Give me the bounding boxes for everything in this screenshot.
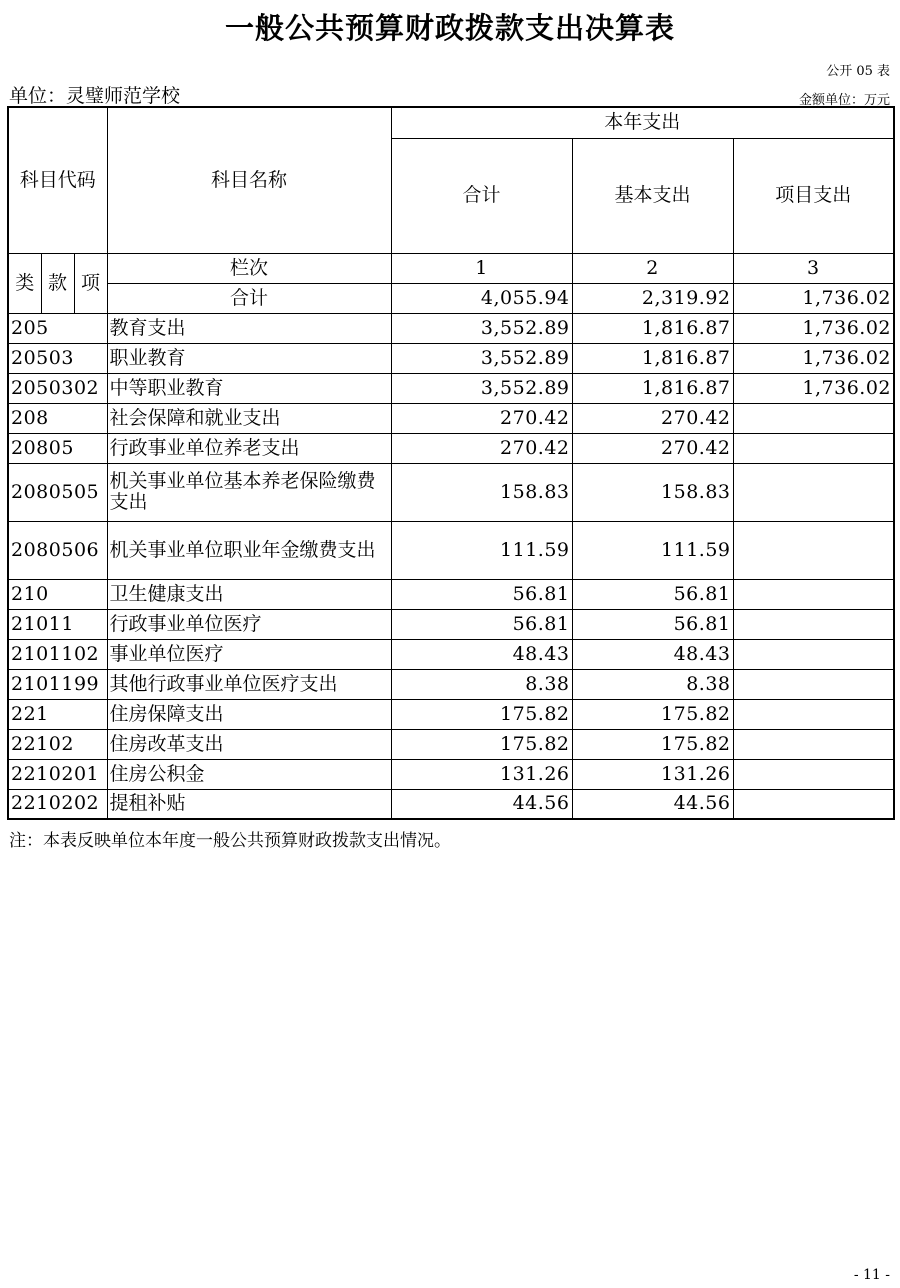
row-code: 2210201: [8, 759, 107, 789]
row-total: 56.81: [391, 609, 572, 639]
row-basic: 270.42: [572, 403, 733, 433]
row-total: 8.38: [391, 669, 572, 699]
row-project: [733, 433, 894, 463]
row-index-2: 2: [572, 253, 733, 283]
row-name: 行政事业单位医疗: [107, 609, 391, 639]
table-row: [8, 373, 894, 403]
row-project: [733, 729, 894, 759]
table-row: [8, 789, 894, 819]
header-total: 合计: [391, 138, 572, 253]
form-number: 公开 05 表: [826, 64, 890, 79]
header-kuan: 款: [41, 253, 74, 313]
unit-label: 单位：灵璧师范学校: [9, 85, 181, 107]
row-project: 1,736.02: [733, 343, 894, 373]
page-number: - 11 -: [853, 1267, 890, 1283]
row-total: 270.42: [391, 433, 572, 463]
total-row-label: 合计: [107, 283, 391, 313]
header-lei: 类: [8, 253, 41, 313]
row-basic: 1,816.87: [572, 373, 733, 403]
row-project: [733, 639, 894, 669]
row-total: 44.56: [391, 789, 572, 819]
table-row: [8, 343, 894, 373]
row-project: [733, 403, 894, 433]
row-code: 221: [8, 699, 107, 729]
table-row: [8, 579, 894, 609]
row-total: 175.82: [391, 729, 572, 759]
row-basic: 270.42: [572, 433, 733, 463]
footnote: 注：本表反映单位本年度一般公共预算财政拨款支出情况。: [9, 831, 451, 851]
row-project: [733, 699, 894, 729]
row-code: 21011: [8, 609, 107, 639]
row-code: 2080506: [8, 521, 107, 579]
table-row: [8, 609, 894, 639]
row-code: 205: [8, 313, 107, 343]
row-name: 提租补贴: [107, 789, 391, 819]
row-total: 175.82: [391, 699, 572, 729]
row-project: [733, 579, 894, 609]
header-code: 科目代码: [8, 107, 107, 253]
row-name: 其他行政事业单位医疗支出: [107, 669, 391, 699]
row-total: 158.83: [391, 463, 572, 521]
row-project: 1,736.02: [733, 313, 894, 343]
row-project: [733, 669, 894, 699]
row-name: 行政事业单位养老支出: [107, 433, 391, 463]
total-row-total: 4,055.94: [391, 283, 572, 313]
row-name: 住房保障支出: [107, 699, 391, 729]
table-row: [8, 699, 894, 729]
row-name: 卫生健康支出: [107, 579, 391, 609]
row-name: 机关事业单位职业年金缴费支出: [107, 521, 391, 579]
row-basic: 131.26: [572, 759, 733, 789]
total-row-project: 1,736.02: [733, 283, 894, 313]
row-basic: 1,816.87: [572, 313, 733, 343]
row-index-1: 1: [391, 253, 572, 283]
row-basic: 56.81: [572, 579, 733, 609]
expenditure-table: [7, 106, 895, 820]
row-name: 教育支出: [107, 313, 391, 343]
row-code: 20503: [8, 343, 107, 373]
row-code: 2050302: [8, 373, 107, 403]
row-total: 56.81: [391, 579, 572, 609]
table-row: [8, 639, 894, 669]
table-row: [8, 759, 894, 789]
row-total: 270.42: [391, 403, 572, 433]
table-row: [8, 521, 894, 579]
row-basic: 111.59: [572, 521, 733, 579]
row-basic: 175.82: [572, 699, 733, 729]
header-group-expenditure: 本年支出: [391, 107, 894, 138]
page-title: 一般公共预算财政拨款支出决算表: [224, 11, 675, 45]
row-project: [733, 521, 894, 579]
row-basic: 44.56: [572, 789, 733, 819]
row-total: 131.26: [391, 759, 572, 789]
row-code: 2101102: [8, 639, 107, 669]
row-code: 210: [8, 579, 107, 609]
header-xiang: 项: [74, 253, 107, 313]
row-basic: 8.38: [572, 669, 733, 699]
row-name: 机关事业单位基本养老保险缴费支出: [107, 463, 391, 521]
row-code: 22102: [8, 729, 107, 759]
row-name: 住房公积金: [107, 759, 391, 789]
row-project: [733, 609, 894, 639]
table-row: [8, 463, 894, 521]
row-total: 3,552.89: [391, 343, 572, 373]
row-project: [733, 759, 894, 789]
row-basic: 56.81: [572, 609, 733, 639]
row-code: 2080505: [8, 463, 107, 521]
total-row-basic: 2,319.92: [572, 283, 733, 313]
row-total: 111.59: [391, 521, 572, 579]
row-basic: 158.83: [572, 463, 733, 521]
row-project: 1,736.02: [733, 373, 894, 403]
amount-unit-label: 金额单位：万元: [798, 93, 890, 108]
row-name: 住房改革支出: [107, 729, 391, 759]
row-name: 中等职业教育: [107, 373, 391, 403]
row-code: 2210202: [8, 789, 107, 819]
header-name: 科目名称: [107, 107, 391, 253]
row-basic: 48.43: [572, 639, 733, 669]
table-row: [8, 313, 894, 343]
row-index-label: 栏次: [107, 253, 391, 283]
row-total: 3,552.89: [391, 373, 572, 403]
table-row: [8, 669, 894, 699]
row-project: [733, 789, 894, 819]
row-code: 20805: [8, 433, 107, 463]
table-row: [8, 729, 894, 759]
row-total: 48.43: [391, 639, 572, 669]
row-project: [733, 463, 894, 521]
header-basic: 基本支出: [572, 138, 733, 253]
row-basic: 175.82: [572, 729, 733, 759]
header-project: 项目支出: [733, 138, 894, 253]
table-row: [8, 403, 894, 433]
row-code: 208: [8, 403, 107, 433]
row-name: 职业教育: [107, 343, 391, 373]
row-code: 2101199: [8, 669, 107, 699]
row-name: 社会保障和就业支出: [107, 403, 391, 433]
row-total: 3,552.89: [391, 313, 572, 343]
row-name: 事业单位医疗: [107, 639, 391, 669]
row-basic: 1,816.87: [572, 343, 733, 373]
table-row: [8, 433, 894, 463]
row-index-3: 3: [733, 253, 894, 283]
